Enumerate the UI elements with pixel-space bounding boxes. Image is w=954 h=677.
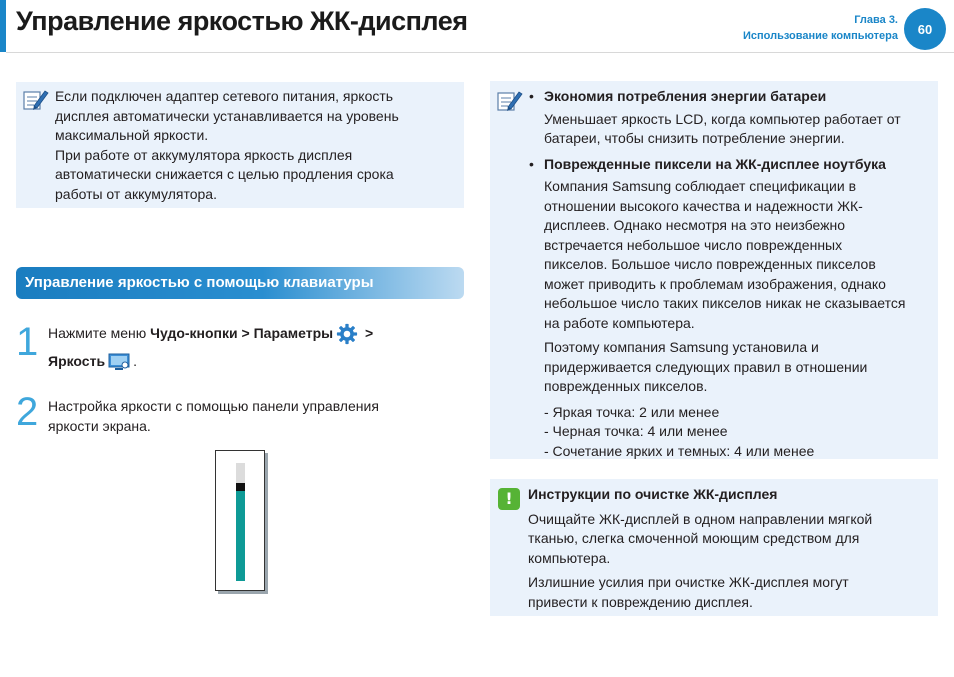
- bullet-2-line: придерживается следующих правил в отношении: [544, 358, 868, 375]
- brightness-slider-panel: [215, 450, 265, 591]
- rule-line: - Черная точка: 4 или менее: [544, 423, 728, 439]
- step-1-line-1: [48, 319, 458, 347]
- list-item: [529, 87, 934, 149]
- left-note-text: [55, 87, 460, 204]
- charms-label: Чудо-кнопки: [150, 325, 238, 341]
- note-pen-icon: [23, 88, 49, 112]
- step-1-prefix: Нажмите меню: [48, 325, 151, 341]
- note-line: дисплея автоматически устанавливается на уровень: [55, 107, 399, 124]
- caution-line: Очищайте ЖК-дисплей в одном направлении мягкой: [528, 510, 873, 527]
- bullet-2-line: на работе компьютера.: [544, 314, 695, 331]
- step-number-2: 2: [16, 390, 39, 434]
- right-note-text: [529, 87, 934, 461]
- note-pen-icon: [497, 89, 523, 113]
- page-number-badge: 60: [904, 8, 946, 50]
- rule-line: - Сочетание ярких и темных: 4 или менее: [544, 442, 815, 459]
- step-1-end: .: [133, 353, 137, 369]
- step-2-text: [48, 397, 458, 436]
- note-line: работы от аккумулятора.: [55, 185, 217, 202]
- caution-title: Инструкции по очистке ЖК-дисплея: [528, 486, 778, 502]
- bullet-1-line: Уменьшает яркость LCD, когда компьютер работает от: [544, 110, 901, 127]
- left-note-box: [16, 82, 464, 208]
- caution-box: [490, 479, 938, 616]
- bullet-2-line: отношении высокого качества и надежности ЖК-: [544, 197, 863, 214]
- brightness-icon: [108, 353, 130, 371]
- header-divider: [6, 52, 954, 53]
- chapter-number: Глава 3.: [854, 14, 898, 26]
- caution-line: компьютера.: [528, 549, 611, 566]
- caution-text: [528, 485, 933, 612]
- path-separator: >: [237, 325, 254, 341]
- right-note-box: [490, 81, 938, 459]
- brightness-slider-thumb[interactable]: [236, 483, 245, 491]
- caution-line: тканью, слегка смоченной моющим средством для: [528, 530, 860, 546]
- rule-line: - Яркая точка: 2 или менее: [544, 403, 720, 420]
- section-header: Управление яркостью с помощью клавиатуры: [16, 267, 464, 299]
- bullet-2-line: встречается небольшое число поврежденных: [544, 236, 843, 253]
- bullet-2-line: Поэтому компания Samsung установила и: [544, 339, 819, 355]
- path-separator: >: [361, 325, 374, 341]
- exclamation-icon: !: [498, 488, 520, 510]
- bullet-1-line: батареи, чтобы снизить потребление энергии.: [544, 130, 845, 146]
- bullet-2-line: поврежденных пикселов.: [544, 378, 708, 394]
- step-number-1: 1: [16, 320, 39, 364]
- bullet-1-title: Экономия потребления энергии батареи: [544, 88, 827, 104]
- chapter-title: Использование компьютера: [742, 30, 898, 42]
- bullet: •: [529, 155, 534, 172]
- chapter-label: [743, 12, 898, 44]
- bullet-2-line: небольшое число таких пикселов никак не сказывается: [544, 295, 906, 311]
- page-title: Управление яркостью ЖК-дисплея: [16, 6, 468, 36]
- note-line: Если подключен адаптер сетевого питания, яркость: [55, 88, 394, 104]
- step-1-line-2: [48, 347, 458, 375]
- brightness-slider-track[interactable]: [236, 463, 245, 581]
- caution-line: привести к повреждению дисплея.: [528, 593, 753, 610]
- bullet-2-line: пикселов. Большое число поврежденных пикселов: [544, 256, 876, 272]
- bullet: •: [529, 88, 534, 104]
- brightness-slider-fill: [236, 491, 245, 581]
- list-item: [529, 155, 934, 462]
- note-line: максимальной яркости.: [55, 127, 209, 143]
- settings-label: Параметры: [253, 325, 334, 341]
- bullet-2-line: дисплеев. Однако несмотря на это неизбежно: [544, 217, 846, 233]
- bullet-2-line: может приводить к проблемам изображения, однако: [544, 275, 886, 292]
- step-2-line: Настройка яркости с помощью панели управления: [48, 398, 379, 414]
- header-accent-bar: [0, 0, 6, 52]
- bullet-2-line: Компания Samsung соблюдает спецификации в: [544, 178, 857, 194]
- gear-icon: [336, 323, 358, 345]
- bullet-2-title: Поврежденные пиксели на ЖК-дисплее ноутбука: [544, 155, 886, 172]
- brightness-label: Яркость: [48, 353, 106, 369]
- note-line: При работе от аккумулятора яркость дисплея: [55, 146, 353, 163]
- note-line: автоматически снижается с целью продления срока: [55, 166, 394, 182]
- step-2-line: яркости экрана.: [48, 417, 151, 434]
- step-1-text: [48, 319, 458, 375]
- caution-line: Излишние усилия при очистке ЖК-дисплея могут: [528, 574, 849, 590]
